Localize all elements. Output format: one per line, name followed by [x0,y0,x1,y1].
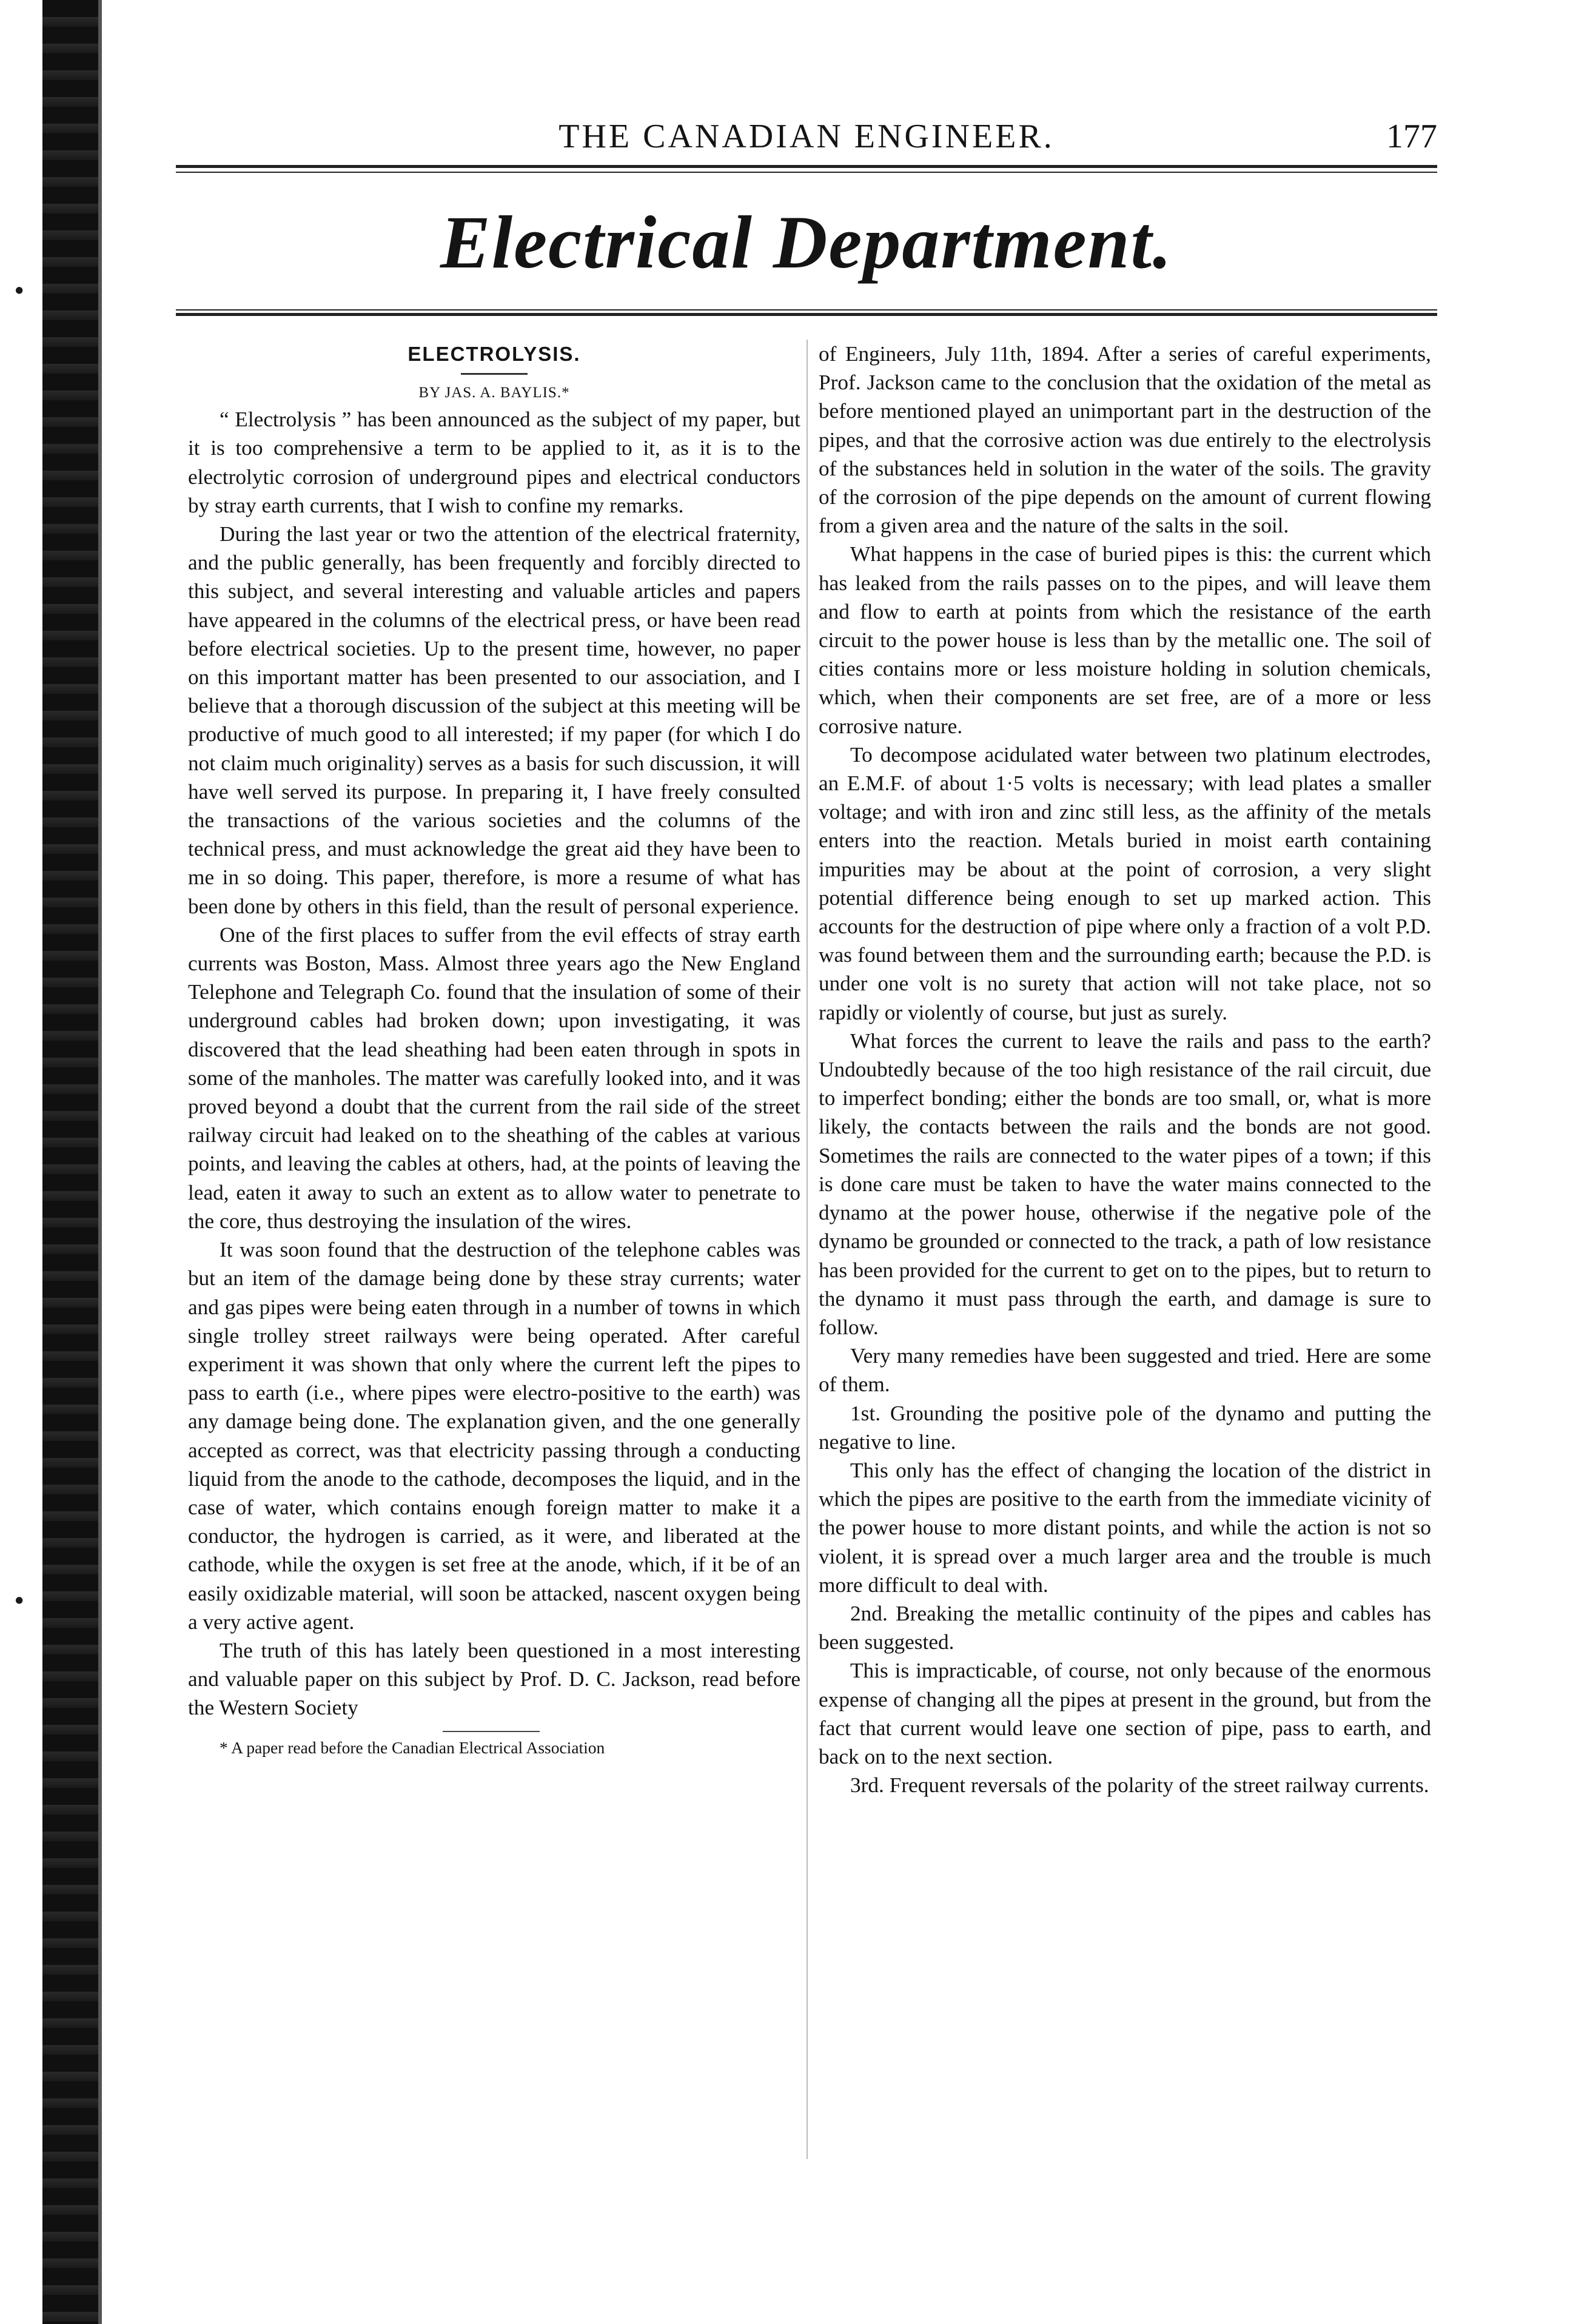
paragraph: To decompose acidulated water between two platinum electrodes, an E.M.F. of about 1·5 volts is necessary; with lead plates a smaller voltage; and with iron and zinc still less, as the affinity of the metals enters into the reaction. Metals buried in moist earth containing impurities may be about at the point of corrosion, a very slight potential difference being enough to set up marked action. This accounts for the destruction of pipe where only a fraction of a volt P.D. was found between them and the surrounding earth; because the P.D. is under one volt is no surety that action will not take place, not so rapidly or violently of course, but just as surely. [819,742,1431,1024]
paragraph: What forces the current to leave the rails and pass to the earth? Undoubtedly because of the too high resistance of the rail circuit, due to imperfect bonding; either the bonds are too small, or, what is more likely, the contacts between the rails and the bonds are not good. Sometimes the rails are connected to the water pipes of a town; if this is done care must be taken to have the water mains connected to the dynamo at the power house, otherwise if the negative pole of the dynamo be grounded or connected to the track, a path of low resistance has been provided for the current to get on to the pipes, but to return to the dynamo it must pass through the earth, and damage is sure to follow. [819,1029,1431,1339]
department-title: Electrical Department. [440,201,1173,284]
footnote: * A paper read before the Canadian Electrical Association [220,1738,605,1757]
paragraph: This only has the effect of changing the location of the district in which the pipes are positive to the earth from the immediate vicinity of the power house to more distant points, and while the action is not so violent, it is spread over a much larger area and the trouble is much more difficult to deal with. [819,1458,1431,1597]
binding-edge-shadow [42,0,98,2324]
paragraph: 1st. Grounding the positive pole of the dynamo and putting the negative to line. [819,1401,1431,1454]
paragraph: What happens in the case of buried pipes is this: the current which has leaked from the rails passes on to the pipes, and will leave them and flow to earth at points from which the resistance of the earth circuit to the power house is less than by the metallic one. The soil of cities contains more or less moisture holding in solution chemicals, which, when their components are set free, are of a more or less corrosive nature. [819,542,1431,738]
footnote-rule [443,1731,540,1732]
page-number: 177 [1386,118,1437,155]
page-header [176,115,1437,158]
journal-title: THE CANADIAN ENGINEER. [558,118,1055,155]
binding-edge-line [98,0,102,2324]
paragraph: of Engineers, July 11th, 1894. After a series of careful experiments, Prof. Jackson came to the conclusion that the oxidation of the metal as before mentioned played an unimportant part in the destruction of the pipes, and that the corrosive action was due entirely to the electrolysis of the substances held in solution in the water of the soils. The gravity of the corrosion of the pipe depends on the amount of current flowing from a given area and the nature of the salts in the soil. [819,342,1431,538]
paragraph: This is impracticable, of course, not only because of the enormous expense of changing all the pipes at present in the ground, but from the fact that current would leave one section of pipe, pass to earth, and back on to the next section. [819,1659,1431,1768]
paragraph: 2nd. Breaking the metallic continuity of the pipes and cables has been suggested. [819,1601,1431,1654]
paragraph: Very many remedies have been suggested and tried. Here are some of them. [819,1344,1431,1397]
margin-mark-top: · [12,267,27,314]
header-rule-thick [176,165,1437,168]
left-column [188,340,800,1760]
title-rule [461,373,528,375]
paragraph: 3rd. Frequent reversals of the polarity of the street railway currents. [850,1773,1429,1798]
paragraph: The truth of this has lately been questioned in a most interesting and valuable paper on this subject by Prof. D. C. Jackson, read before the Western Society [188,1638,800,1720]
department-rule-thick [176,313,1437,316]
header-rule-thin [176,172,1437,173]
paragraph: “ Electrolysis ” has been announced as the subject of my paper, but it is too comprehensive a term to be applied to it, as it is to the electrolytic corrosion of underground pipes and electrical conductors by stray earth currents, that I wish to confine my remarks. [188,408,800,517]
right-column [819,340,1431,1799]
paragraph: It was soon found that the destruction of the telephone cables was but an item of the damage being done by these stray currents; water and gas pipes were being eaten through in a number of towns in which single trolley street railways were being operated. After careful experiment it was shown that only where the current left the pipes to pass to earth (i.e., where pipes were electro-positive to the earth) was any damage being done. The explanation given, and the one generally accepted as correct, was that electricity passing through a conducting liquid from the anode to the cathode, decomposes the liquid, and in the case of water, which contains enough foreign matter to make it a conductor, the hydrogen is carried, as it were, and liberated at the cathode, while the oxygen is set free at the anode, which, if it be of an easily oxidizable material, will soon be attacked, nascent oxygen being a very active agent. [188,1238,800,1634]
byline: BY JAS. A. BAYLIS.* [418,385,570,401]
paragraph: One of the first places to suffer from the evil effects of stray earth currents was Boston, Mass. Almost three years ago the New England Telephone and Telegraph Co. found that the insulation of some of their underground cables had broken down; upon investigating, it was discovered that the lead sheathing had been eaten through in spots in some of the manholes. The matter was carefully looked into, and it was proved beyond a doubt that the current from the rail side of the street railway circuit had leaked on to the sheathing of the cables at various points, and leaving the cables at others, had, at the points of leaving the lead, eaten it away to such an extent as to allow water to penetrate to the core, thus destroying the insulation of the wires. [188,922,800,1233]
article-title: ELECTROLYSIS. [408,343,581,365]
column-divider [807,340,808,2159]
paragraph: During the last year or two the attention of the electrical fraternity, and the public generally, has been frequently and forcibly directed to this subject, and several interesting and valuable articles and papers have appeared in the columns of the electrical press, or have been read before electrical societies. Up to the present time, however, no paper on this important matter has been presented to our association, and I believe that a thorough discussion of the subject at this meeting will be productive of much good to all interested; if my paper (for which I do not claim much originality) serves as a basis for such discussion, it will have well served its purpose. In preparing it, I have freely consulted the transactions of the various societies and the columns of the technical press, and must acknowledge the great aid they have been to me in so doing. This paper, therefore, is more a resume of what has been done by others in this field, than the result of personal experience. [188,522,800,918]
margin-mark-middle: · [12,1577,27,1624]
department-rule-thin [176,309,1437,311]
